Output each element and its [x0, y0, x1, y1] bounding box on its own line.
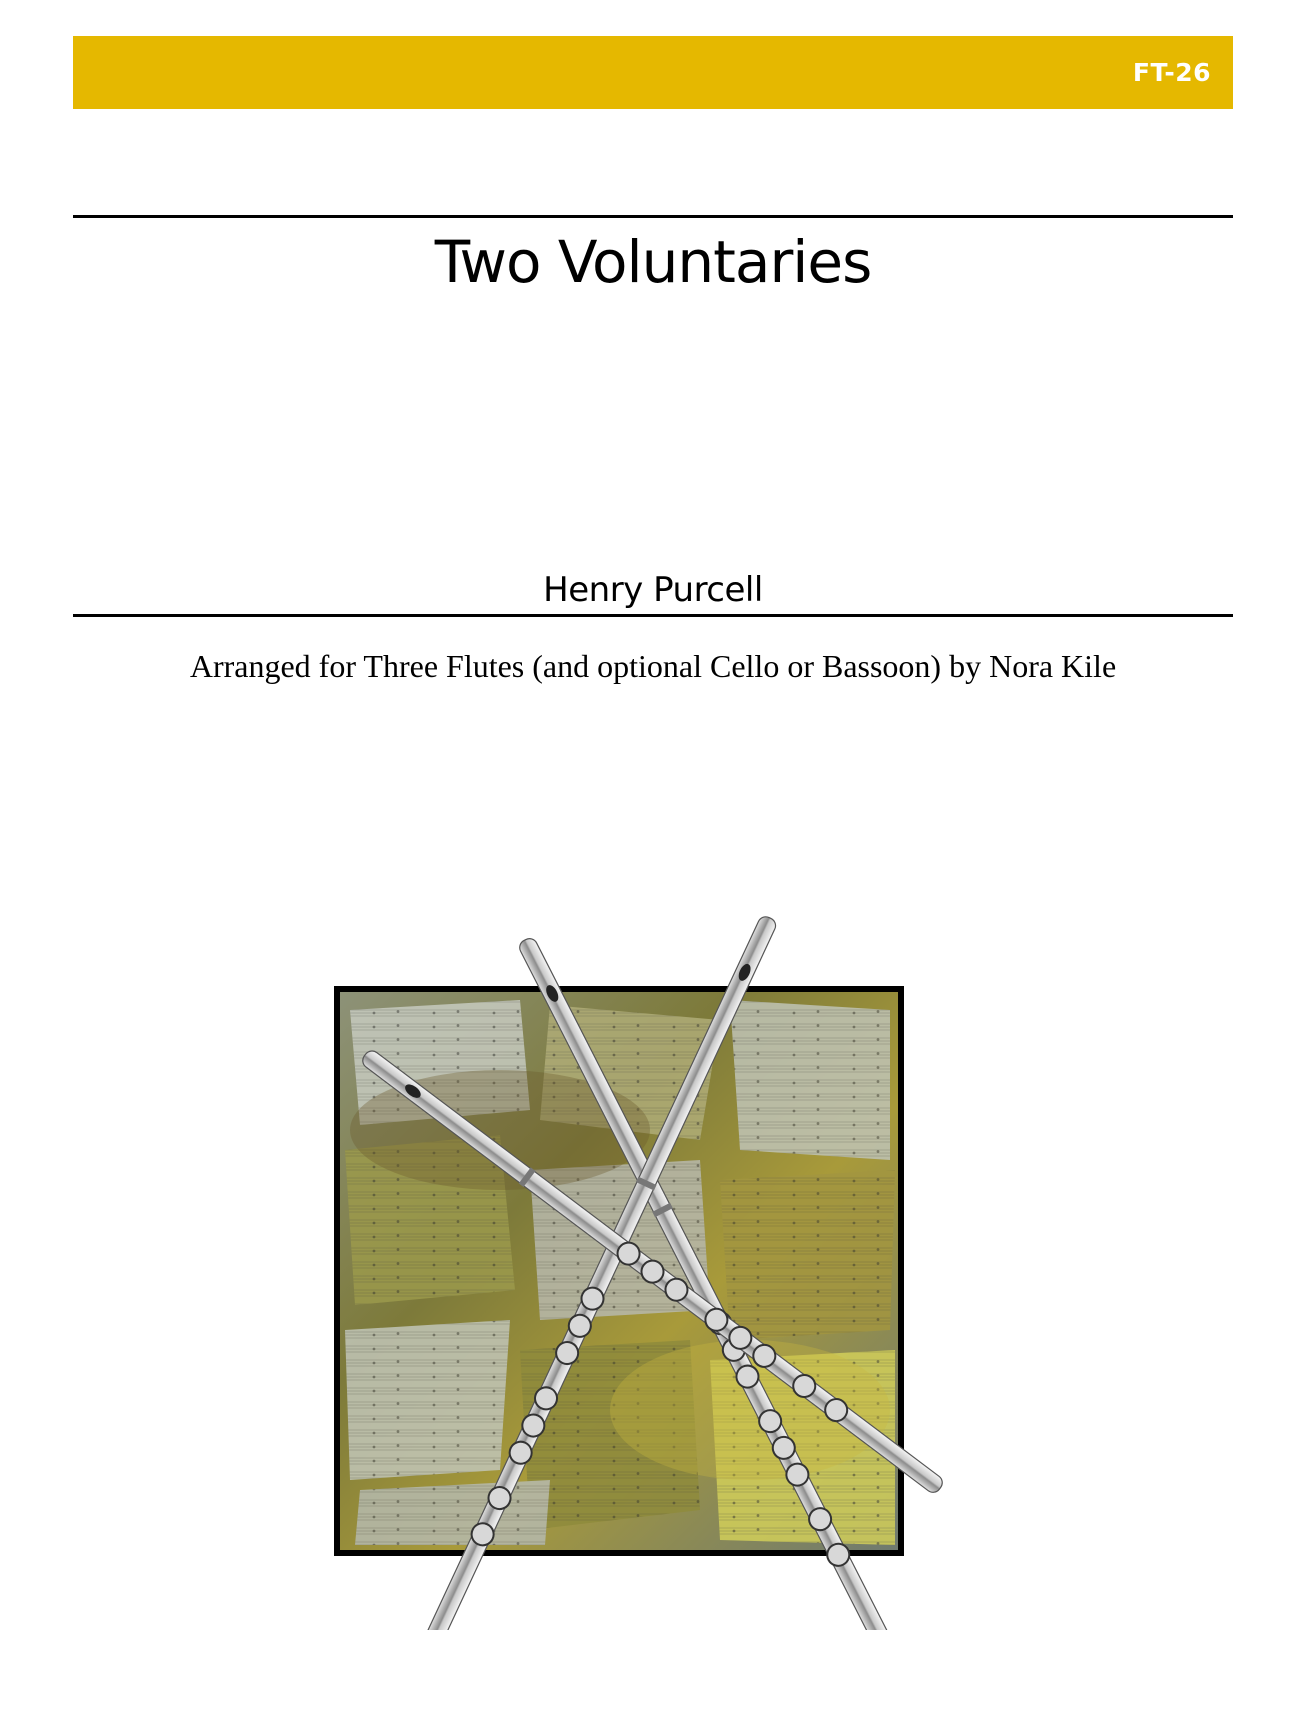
- composer-name: Henry Purcell: [543, 570, 763, 610]
- header-band: [73, 36, 1233, 109]
- title-rule: [73, 215, 1233, 218]
- sheet-music-collage: [334, 986, 904, 1556]
- composer-rule: [73, 614, 1233, 617]
- arrangement-credit: Arranged for Three Flutes (and optional Cello or Bassoon) by Nora Kile: [189, 648, 1117, 684]
- cover-artwork: [300, 910, 1020, 1630]
- catalog-code: FT-26: [1132, 58, 1211, 87]
- page-title: Two Voluntaries: [434, 228, 872, 296]
